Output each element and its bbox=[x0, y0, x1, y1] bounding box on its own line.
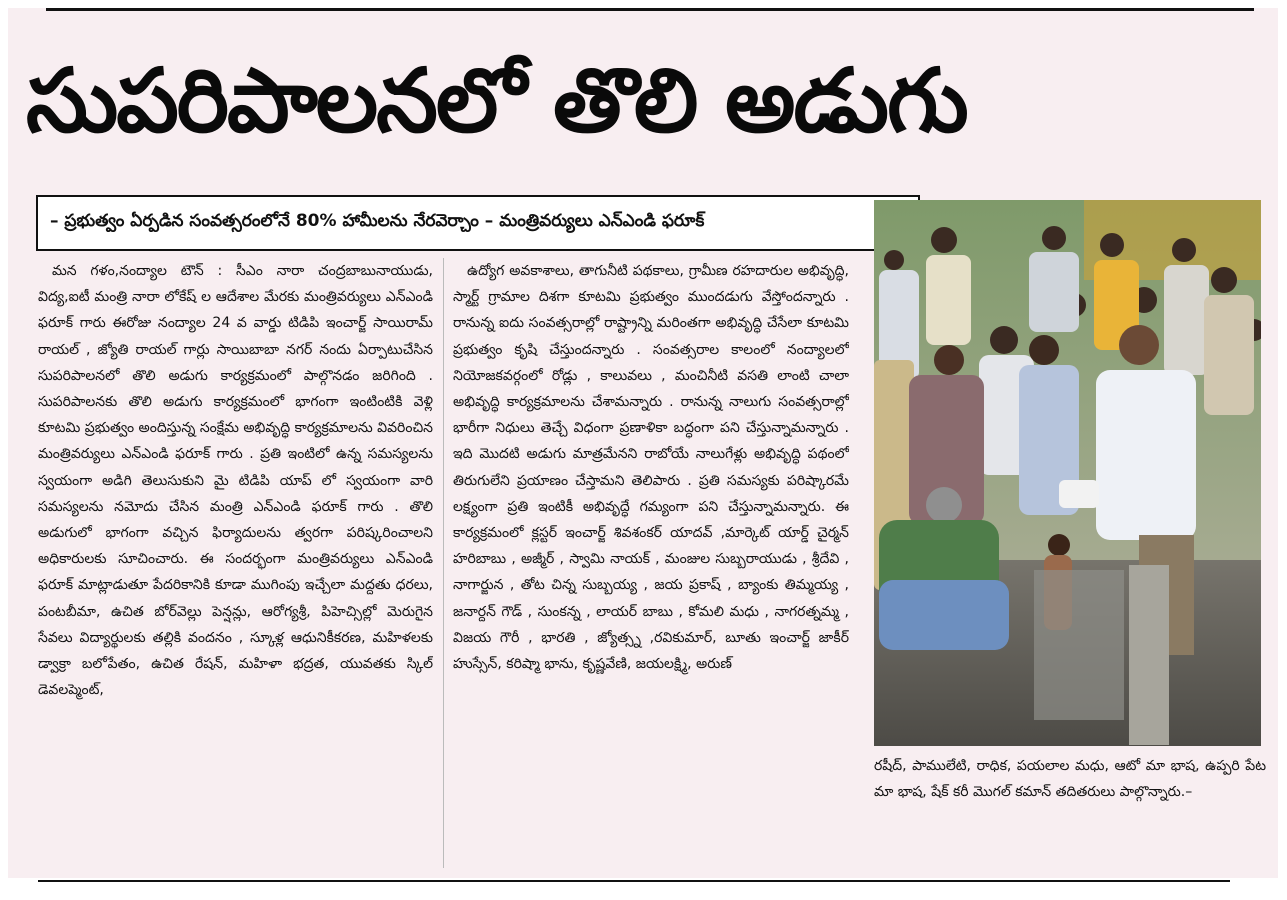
article-column-1-text: మన గళం,నంద్యాల టౌన్ : సీఎం నారా చంద్రబాబునాయుడు, విద్య,ఐటీ మంత్రి నారా లోకేష్ ల ఆదేశాల మేరకు మంత్రివర్యులు ఎన్ఎండి ఫరూక్ గారు ఈరోజు నంద్యాల 24 వ వార్డు టిడిపి ఇంచార్జ్ సాయిరామ్ రాయల్ , జ్యోతి రాయల్ గార్లు సాయిబాబా నగర్ నందు ఏర్పాటుచేసిన సుపరిపాలనలో తొలి అడుగు కార్యక్రమంలో పాల్గొనడం జరిగింది . సుపరిపాలనకు తొలి అడుగు కార్యక్రమంలో భాగంగా ఇంటింటికి వెళ్లి కూటమి ప్రభుత్వం అందిస్తున్న సంక్షేమ అభివృద్ధి కార్యక్రమాలను వివరించిన మంత్రివర్యులు ఎన్ఎండి ఫరూక్ గారు . ప్రతి ఇంటిలో ఉన్న సమస్యలను స్వయంగా అడిగి తెలుసుకుని మై టిడిపి యాప్ లో స్వయంగా వారి సమస్యలను నమోదు చేసిన మంత్రి ఎన్ఎండి ఫరూక్ గారు . తొలి అడుగులో భాగంగా వచ్చిన ఫిర్యాదులను త్వరగా పరిష్కరించాలని అధికారులకు సూచించారు. ఈ సందర్భంగా మంత్రివర్యులు ఎన్ఎండి ఫరూక్ మాట్లాడుతూ పేదరికానికి కూడా ముగింపు ఇచ్చేలా మద్దతు ధరలు, పంటబీమా, ఉచిత బోర్‌వెల్లు పెన్షన్లు, ఆరోగ్యశ్రీ, పిహెచ్సిల్లో మెరుగైన సేవలు విద్యార్థులకు తల్లికి వందనం , స్కూళ్ల ఆధునికీకరణ, మహిళలకు డ్వాక్రా బలోపేతం, ఉచిత రేషన్, మహిళా భద్రత, యువతకు స్కిల్ డెవలప్మెంట్, bbox=[38, 263, 433, 699]
article-column-1 bbox=[38, 258, 433, 870]
photo-caption-continuation bbox=[874, 753, 1266, 873]
article-column-3-text: రషీద్, పాములేటి, రాధిక, పయలాల మధు, ఆటో మా భాష, ఉప్పరి పేట మా భాష, షేక్ కరీ మొగల్ కమాన్ తదితరులు పాల్గొన్నారు.– bbox=[874, 758, 1266, 801]
article-column-2-text: ఉద్యోగ అవకాశాలు, తాగునీటి పథకాలు, గ్రామీణ రహదారుల అభివృద్ధి, స్మార్ట్ గ్రామాల దిశగా కూటమి ప్రభుత్వం ముందడుగు వేస్తోందన్నారు . రానున్న ఐదు సంవత్సరాల్లో రాష్ట్రాన్ని మరింతగా అభివృద్ధి చేసేలా కూటమి ప్రభుత్వం కృషి చేస్తుందన్నారు . సంవత్సరాల కాలంలో నంద్యాలలో నియోజకవర్గంలో రోడ్లు , కాలువలు , మంచినీటి వసతి లాంటి చాలా అభివృద్ధి కార్యక్రమాలను చేశామన్నారు . రానున్న నాలుగు సంవత్సరాల్లో భారీగా నిధులు తెచ్చే విధంగా ప్రణాళికా బద్ధంగా పని చేస్తున్నామన్నారు . ఇది మొదటి అడుగు మాత్రమేనని రాబోయే నాలుగేళ్లు అభివృద్ధి పథంలో తిరుగులేని ప్రయాణం చేస్తామని తెలిపారు . ప్రతి సమస్యకు పరిష్కారమే లక్ష్యంగా ప్రతి ఇంటికీ అభివృద్ధే గమ్యంగా పని చేస్తున్నామన్నారు. ఈ కార్యక్రమంలో క్లస్టర్ ఇంచార్జ్ శివశంకర్ యాదవ్ ,మార్కెట్ యార్డ్ చైర్మన్ హరిబాబు , అజ్మీర్ , స్వామి నాయక్ , మంజుల సుబ్బరాయుడు , శ్రీదేవి , నాగార్జున , తోట చిన్న సుబ్బయ్య , జయ ప్రకాష్ , బ్యాంకు తిమ్మయ్య , జనార్దన్ గౌడ్ , సుంకన్న , లాయర్ బాబు , కోమలి మధు , నాగరత్నమ్మ , విజయ గౌరీ , భారతి , జ్యోత్స్న ,రవికుమార్, బూతు ఇంచార్జ్ జాకీర్ హుస్సేన్, కరిష్మా భాను, కృష్ణవేణి, జయలక్ష్మి, అరుణ్ bbox=[453, 263, 849, 673]
top-rule bbox=[46, 8, 1254, 11]
headline: సుపరిపాలనలో తొలి అడుగు bbox=[26, 49, 967, 152]
newspaper-page bbox=[8, 8, 1278, 878]
column-divider bbox=[443, 258, 444, 868]
news-photo bbox=[874, 200, 1261, 746]
bottom-rule bbox=[38, 880, 1230, 882]
subheadline-box: – ప్రభుత్వం ఏర్పడిన సంవత్సరంలోనే 80% హామీలను నేరవెర్చాం – మంత్రివర్యులు ఎన్ఎండి ఫరూక్ bbox=[36, 195, 920, 251]
article-column-2 bbox=[453, 258, 849, 870]
